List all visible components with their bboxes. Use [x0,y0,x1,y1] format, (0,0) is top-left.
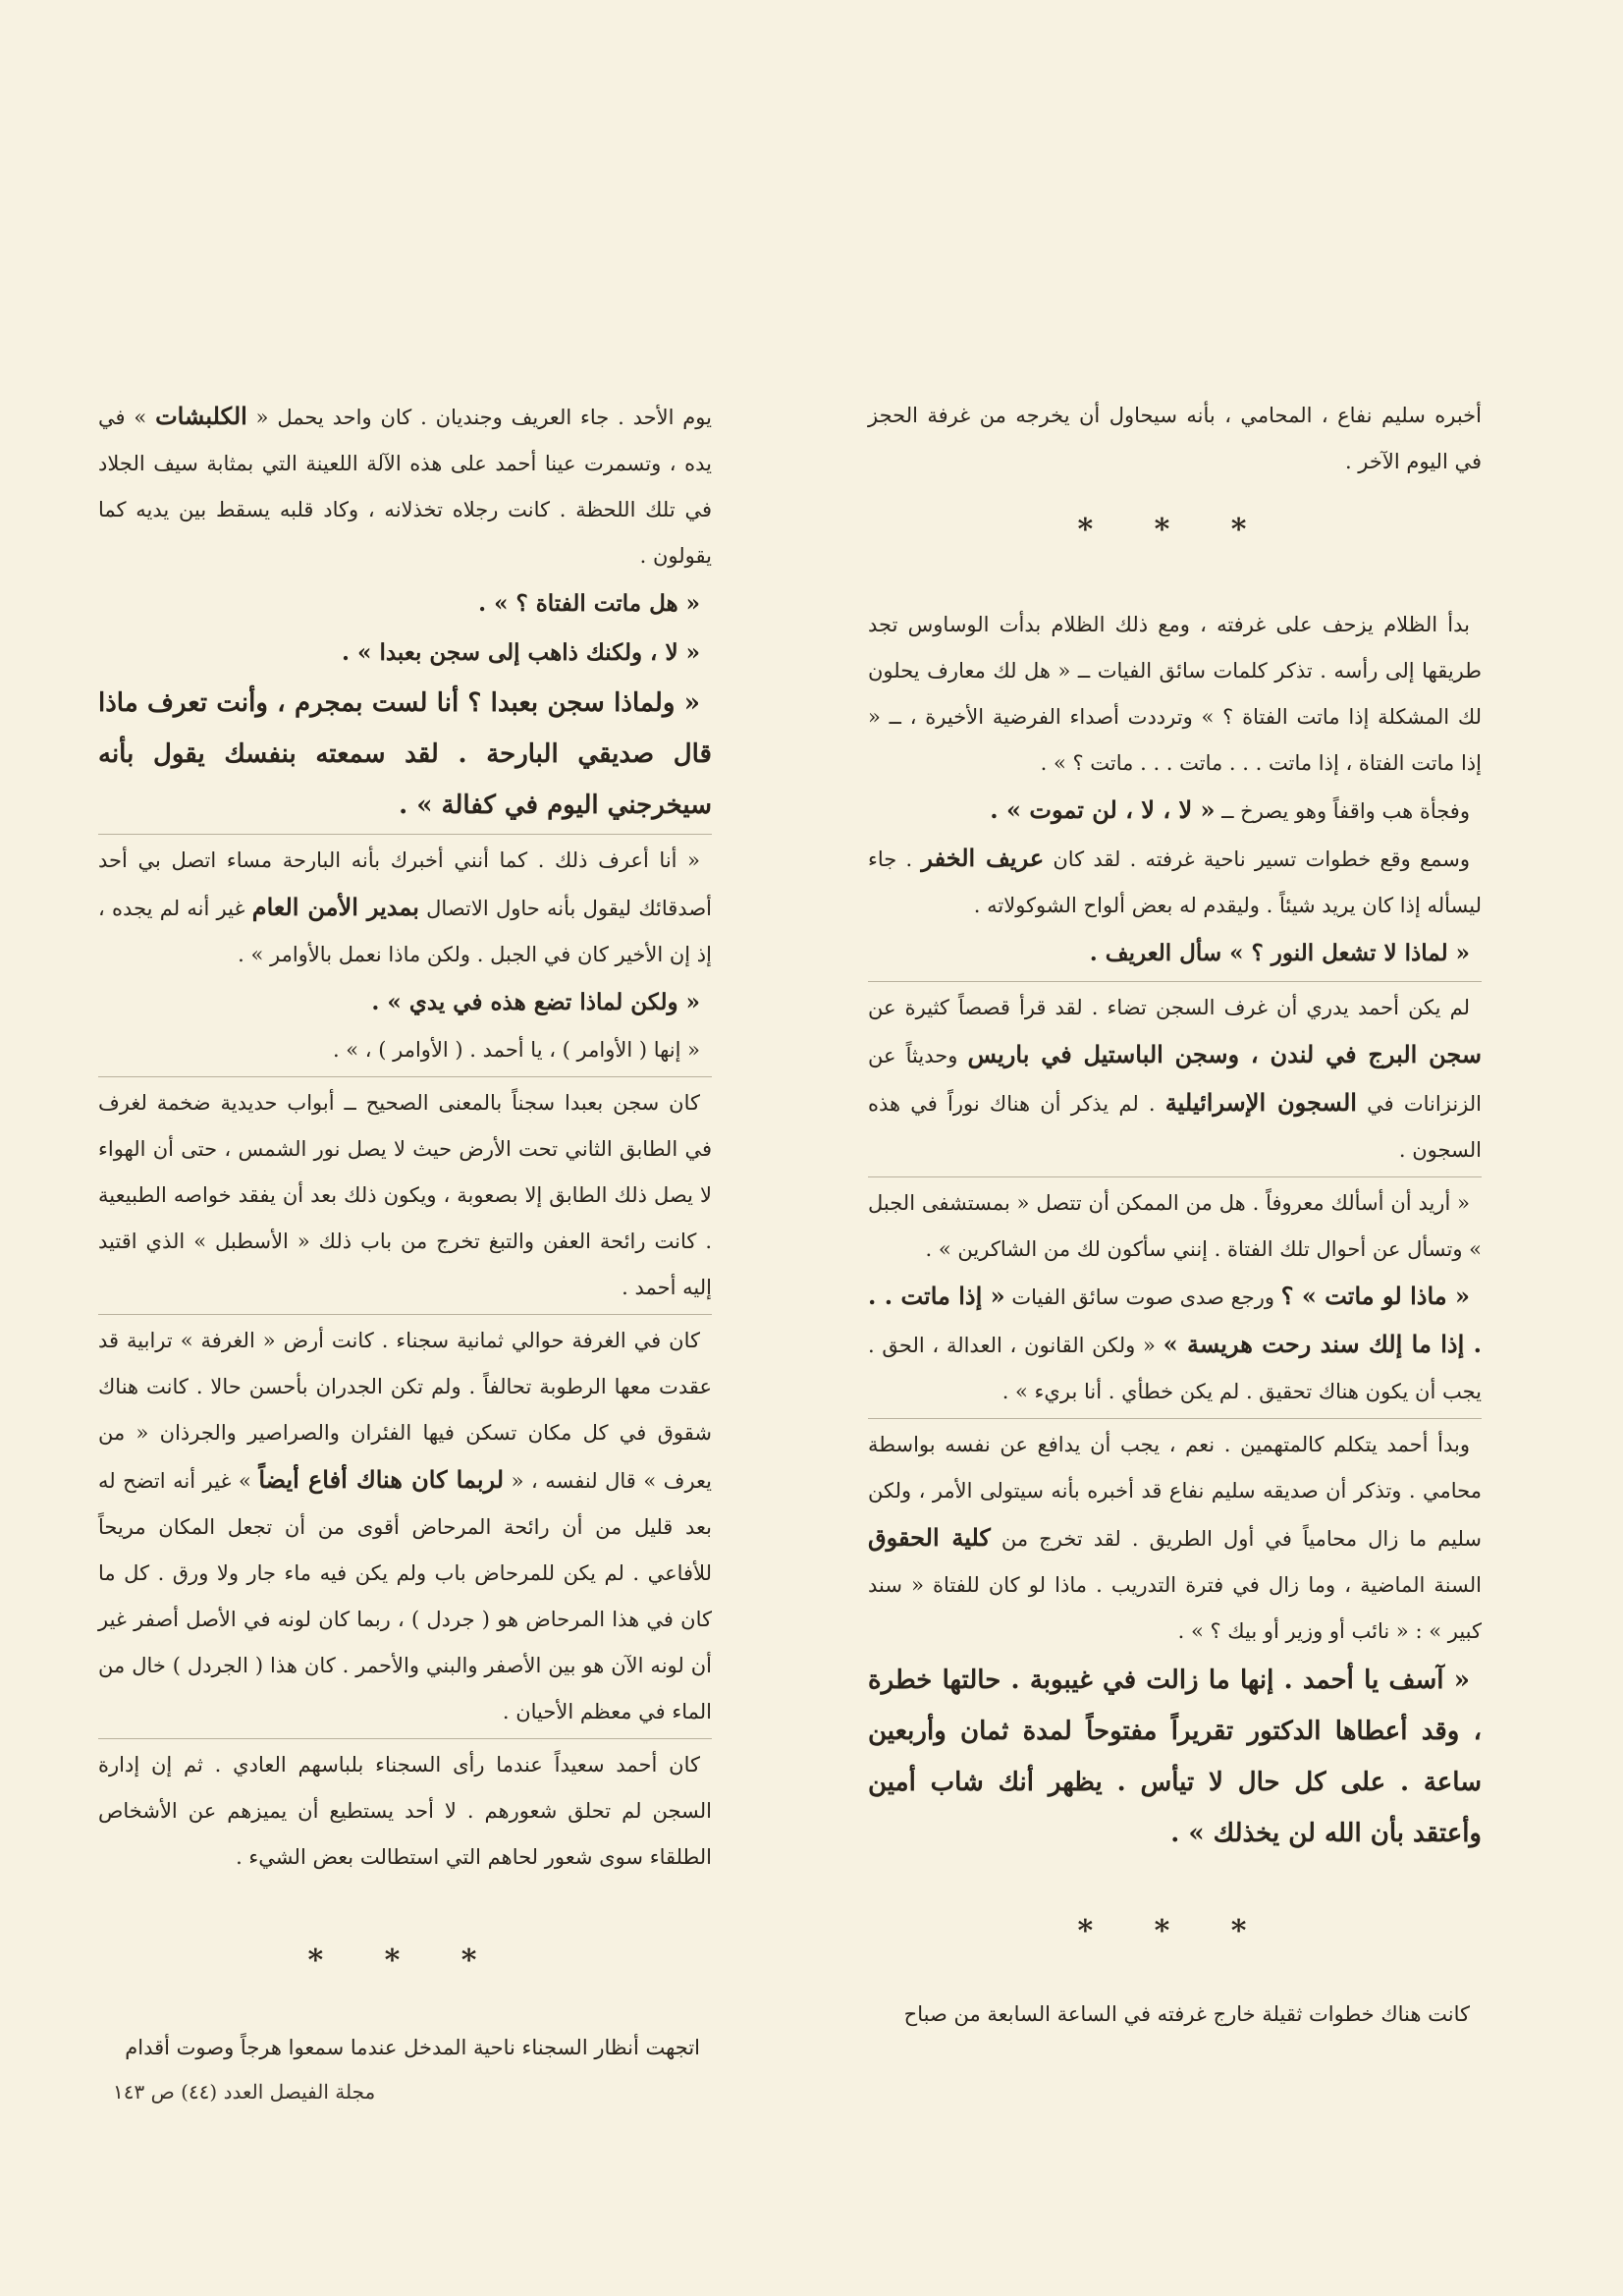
dialogue-line: « لماذا لا تشعل النور ؟ » سأل العريف . [1089,940,1470,966]
paragraph: « أريد أن أسألك معروفاً . هل من الممكن أن تتصل « بمستشفى الجبل » وتسأل عن أحوال تلك الفتاة . إنني سأكون لك من الشاكرين » . [868,1176,1482,1273]
bold-text: لربما كان هناك أفاع أيضاً [258,1465,505,1494]
paragraph: يوم الأحد . جاء العريف وجنديان . كان واحد يحمل « الكلبشات » في يده ، وتسمرت عينا أحمد على هذه الآلة اللعينة التي بمثابة سيف الجلاد في تلك اللحظة . كانت رجلاه تخذلانه ، وكاد قلبه يسقط بين يديه كما يقولون . [98,402,712,568]
paragraph: لم يكن أحمد يدري أن غرف السجن تضاء . لقد قرأ قصصاً كثيرة عن سجن البرج في لندن ، وسجن الباستيل في باريس وحديثاً عن الزنزانات في السجون الإسرائيلية . لم يذكر أن هناك نوراً في هذه السجون . [868,981,1482,1174]
section-separator: * * * [1077,513,1272,547]
paragraph: بدأ الظلام يزحف على غرفته ، ومع ذلك الظلام بدأت الوساوس تجد طريقها إلى رأسه . تذكر كلمات سائق الفيات ــ « هل لك معارف يحلون لك المشكلة إذا ماتت الفتاة ؟ » وترددت أصداء الفرضية الأخيرة ، ــ « إذا ماتت الفتاة ، إذا ماتت . . . ماتت . . . ماتت ؟ » . [868,613,1482,775]
bold-text: السجون الإسرائيلية [1164,1088,1357,1117]
bold-text: « إذا ماتت . . . إذا ما إلك سند رحت هريسة » [868,1282,1483,1358]
paragraph: وبدأ أحمد يتكلم كالمتهمين . نعم ، يجب أن يدافع عن نفسه بواسطة محامي . وتذكر أن صديقه سليم نفاع قد أخبره بأنه سيتولى الأمر ، ولكن سليم ما زال محامياً في أول الطريق . لقد تخرج من كلية الحقوق السنة الماضية ، وما زال في فترة التدريب . ماذا لو كان للفتاة « سند كبير » : « نائب أو وزير أو بيك ؟ » . [868,1418,1482,1655]
right-column [868,393,1482,2038]
bold-text: الكلبشات [155,402,247,430]
paragraph: وسمع وقع خطوات تسير ناحية غرفته . لقد كان عريف الخفر . جاء ليسأله إذا كان يريد شيئاً . وليقدم له بعض ألواح الشوكولاته . [868,844,1482,917]
paragraph: « أنا أعرف ذلك . كما أنني أخبرك بأنه البارحة مساء اتصل بي أحد أصدقائك ليقول بأنه حاول الاتصال بمدير الأمن العام غير أنه لم يجده ، إذ إن الأخير كان في الجبل . ولكن ماذا نعمل بالأوامر » . [98,834,712,978]
bold-text: سجن البرج في لندن ، وسجن الباستيل في باريس [967,1040,1483,1068]
paragraph: اتجهت أنظار السجناء ناحية المدخل عندما سمعوا هرجاً وصوت أقدام [125,2036,700,2059]
paragraph: كانت هناك خطوات ثقيلة خارج غرفته في الساعة السابعة من صباح [903,2002,1470,2026]
page-footer: مجلة الفيصل العدد (٤٤) ص ١٤٣ [113,2080,376,2104]
dialogue-line: « آسف يا أحمد . إنها ما زالت في غيبوبة . حالتها خطرة ، وقد أعطاها الدكتور تقريراً مفتوحاً لمدة ثمان وأربعين ساعة . على كل حال لا تيأس . يظهر أنك شاب أمين وأعتقد بأن الله لن يخذلك » . [868,1666,1482,1848]
paragraph: كان أحمد سعيداً عندما رأى السجناء بلباسهم العادي . ثم إن إدارة السجن لم تحلق شعورهم . لا أحد يستطيع أن يميزهم عن الأشخاص الطلقاء سوى شعور لحاهم التي استطالت بعض الشيء . [98,1738,712,1881]
dialogue-line: « ولماذا سجن بعبدا ؟ أنا لست بمجرم ، وأنت تعرف ماذا قال صديقي البارحة . لقد سمعته بنفسك يقول بأنه سيخرجني اليوم في كفالة » . [98,688,712,820]
dialogue-line: « ولكن لماذا تضع هذه في يدي » . [371,989,700,1015]
paragraph: كان سجن بعبدا سجناً بالمعنى الصحيح ــ أبواب حديدية ضخمة لغرف في الطابق الثاني تحت الأرض حيث لا يصل نور الشمس ، حتى أن الهواء لا يصل ذلك الطابق إلا بصعوبة ، ويكون ذلك بعد أن يفقد خواصه الطبيعية . كانت رائحة العفن والتبغ تخرج من باب ذلك « الأسطبل » الذي اقتيد إليه أحمد . [98,1076,712,1311]
paragraph: أخبره سليم نفاع ، المحامي ، بأنه سيحاول أن يخرجه من غرفة الحجز في اليوم الآخر . [868,404,1482,473]
dialogue-line: « هل ماتت الفتاة ؟ » . [478,590,700,617]
bold-text: كلية الحقوق [868,1523,991,1552]
section-separator: * * * [307,1943,503,1978]
section-separator: * * * [1077,1914,1272,1948]
paragraph: وفجأة هب واقفاً وهو يصرخ ــ « لا ، لا ، لن تموت » . [990,795,1470,824]
paragraph: كان في الغرفة حوالي ثمانية سجناء . كانت أرض « الغرفة » ترابية قد عقدت معها الرطوبة تحالفاً . ولم تكن الجدران بأحسن حالا . كانت هناك شقوق في كل مكان تسكن فيها الفئران والصراصير والجرذان « من يعرف » قال لنفسه ، « لربما كان هناك أفاع أيضاً » غير أنه اتضح له بعد قليل من أن رائحة المرحاض أقوى من أن تجعل المكان مريحاً للأفاعي . لم يكن للمرحاض باب ولم يكن فيه ماء جار ولا ورق . كل ما كان في هذا المرحاض هو ( جردل ) ، ربما كان لونه في الأصل أصفر غير أن لونه الآن هو بين الأصفر والبني والأحمر . كان هذا ( الجردل ) خال من الماء في معظم الأحيان . [98,1314,712,1735]
left-column [98,393,712,2071]
dialogue-line: « لا ، ولكنك ذاهب إلى سجن بعبدا » . [342,639,700,666]
bold-text: عريف الخفر [921,844,1045,872]
bold-text: بمدير الأمن العام [251,893,419,921]
paragraph: « إنها ( الأوامر ) ، يا أحمد . ( الأوامر ) ، » . [332,1038,700,1062]
bold-text: « لا ، لا ، لن تموت » . [990,795,1216,824]
paragraph: « ماذا لو ماتت » ؟ ورجع صدى صوت سائق الفيات « إذا ماتت . . . إذا ما إلك سند رحت هريسة » « ولكن القانون ، العدالة ، الحق . يجب أن يكون هناك تحقيق . لم يكن خطأي . أنا بريء » . [868,1282,1483,1403]
bold-text: « ماذا لو ماتت » ؟ [1280,1282,1470,1310]
